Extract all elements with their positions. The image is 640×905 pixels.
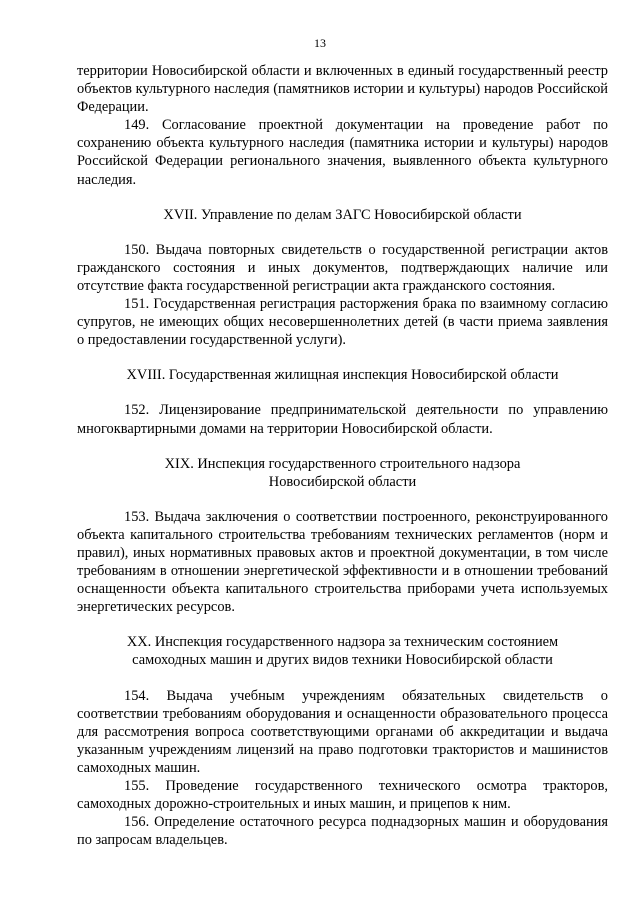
- section-heading: [77, 366, 608, 384]
- section-heading: [77, 455, 608, 491]
- section-heading-line: XVIII. Государственная жилищная инспекция Новосибирской области: [126, 367, 559, 384]
- section-heading-line: XVII. Управление по делам ЗАГС Новосибирской области: [163, 206, 522, 223]
- document-paragraph: 149. Согласование проектной документации на проведение работ по сохранению объекта культурного наследия (памятника истории и культуры) народов Российской Федерации регионального значения, выявленного объекта культурного наследия.: [77, 117, 608, 188]
- document-paragraph: 151. Государственная регистрация расторжения брака по взаимному согласию супругов, не имеющих общих несовершеннолетних детей (в части приема заявления о предоставлении государственной услуги).: [77, 296, 608, 349]
- document-paragraph: 156. Определение остаточного ресурса поднадзорных машин и оборудования по запросам владельцев.: [77, 814, 608, 849]
- section-heading: [77, 206, 608, 224]
- document-body: [77, 62, 608, 849]
- section-heading-line: самоходных машин и других видов техники Новосибирской области: [132, 652, 553, 669]
- document-paragraph: территории Новосибирской области и включенных в единый государственный реестр объектов культурного наследия (памятников истории и культуры) народов Российской Федерации.: [77, 63, 608, 116]
- document-paragraph: 155. Проведение государственного технического осмотра тракторов, самоходных дорожно-строительных и иных машин, и прицепов к ним.: [77, 778, 608, 813]
- document-paragraph: 152. Лицензирование предпринимательской деятельности по управлению многоквартирными домами на территории Новосибирской области.: [77, 402, 608, 437]
- section-heading-line: XIX. Инспекция государственного строительного надзора: [164, 455, 521, 472]
- document-paragraph: 153. Выдача заключения о соответствии построенного, реконструированного объекта капитального строительства требованиям технических регламентов (норм и правил), иных нормативных правовых актов и проектной документации, в том числе требованиям в отношении энергетической эффективности и в отношении требований оснащенности объекта капитального строительства приборами учета используемых энергетических ресурсов.: [77, 508, 608, 616]
- document-paragraph: 154. Выдача учебным учреждениям обязательных свидетельств о соответствии требованиям оборудования и оснащенности образовательного процесса для рассмотрения вопроса соответствующими органами об аккредитации и выдача указанным учреждениям лицензий на право подготовки трактористов и машинистов самоходных машин.: [77, 687, 608, 776]
- document-paragraph: 150. Выдача повторных свидетельств о государственной регистрации актов гражданского состояния и иных документов, подтверждающих наличие или отсутствие факта государственной регистрации акта гражданского состояния.: [77, 241, 608, 294]
- section-heading-line: Новосибирской области: [268, 473, 417, 490]
- section-heading-line: XX. Инспекция государственного надзора за техническим состоянием: [126, 634, 559, 651]
- page-number: 13: [314, 36, 326, 50]
- section-heading: [77, 633, 608, 669]
